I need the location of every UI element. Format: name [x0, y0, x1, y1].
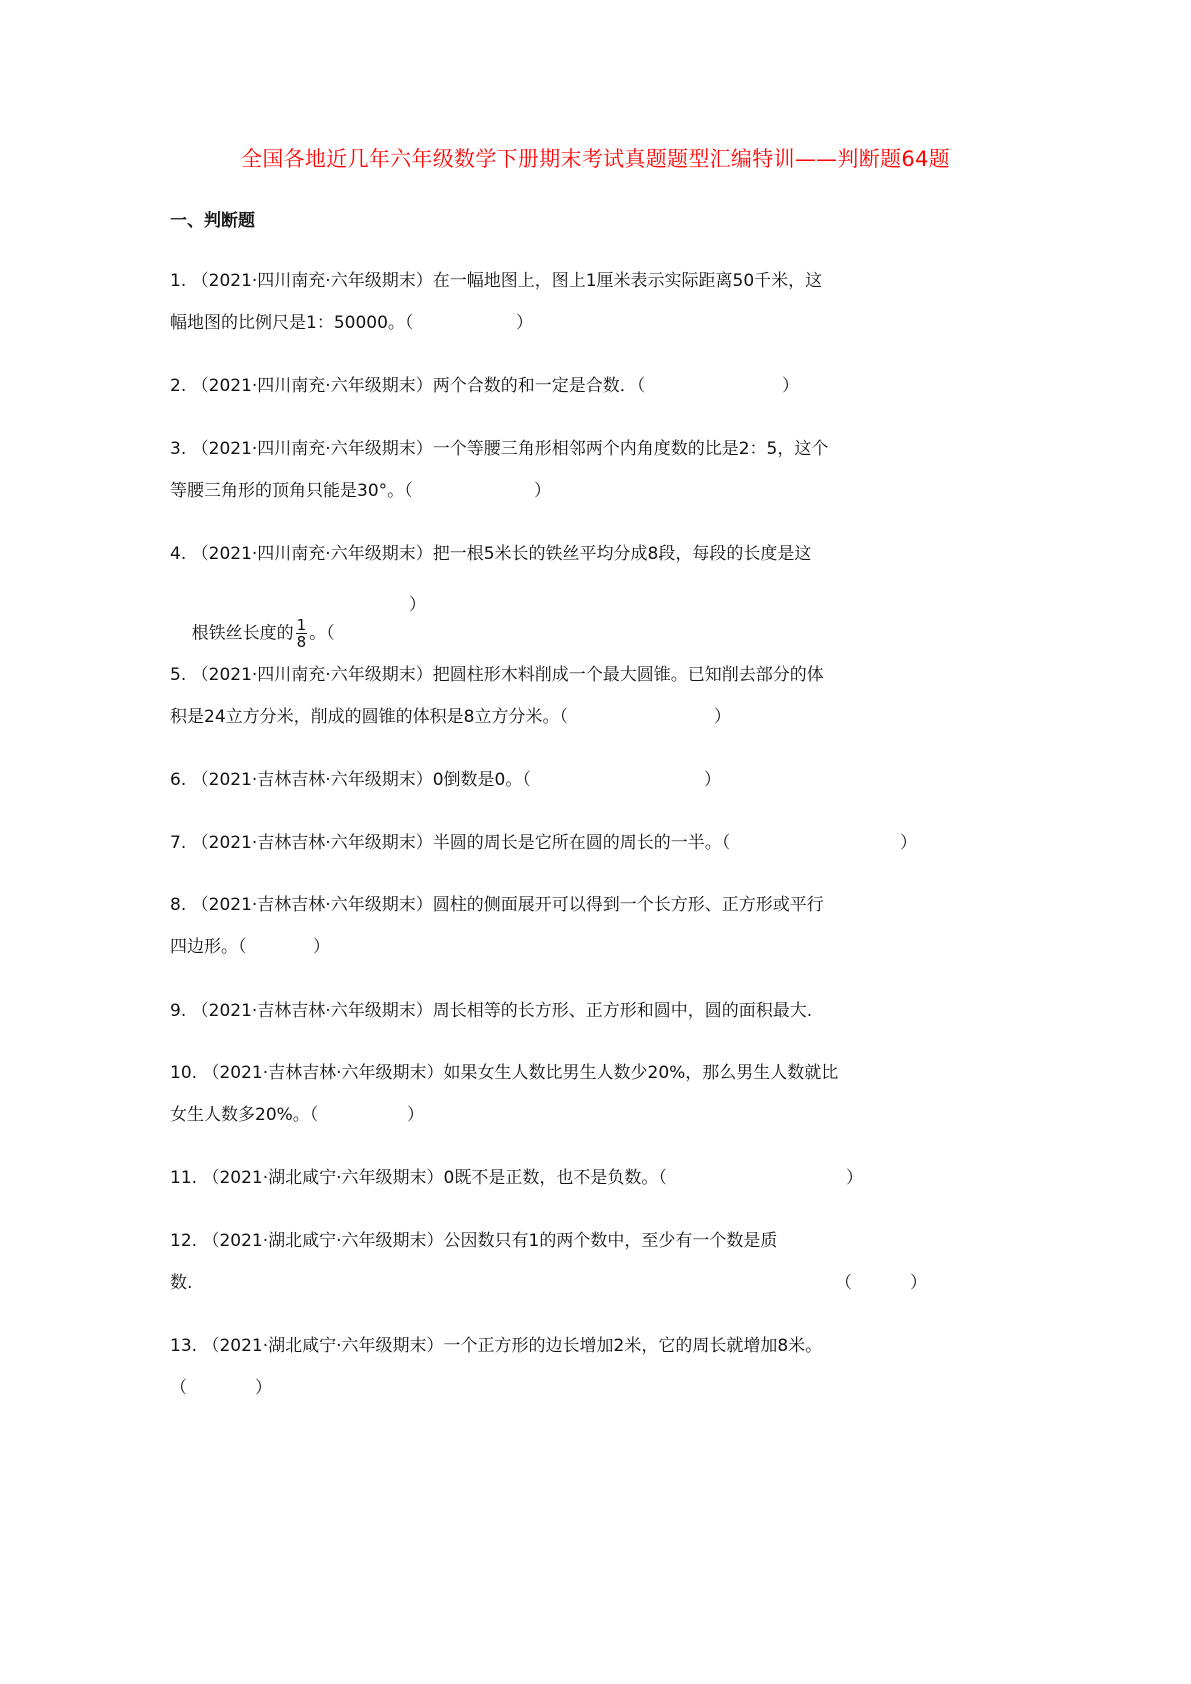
question-9-line-1: 9. （2021·吉林吉林·六年级期末）周长相等的长方形、正方形和圆中，圆的面积最大.: [170, 1001, 813, 1021]
question-11-answer-paren[interactable]: ）: [846, 1168, 863, 1188]
question-4-line-2-text: 根铁丝长度的: [191, 623, 294, 644]
question-2-line-1: 2. （2021·四川南充·六年级期末）两个合数的和一定是合数．（: [170, 376, 646, 396]
question-11-line-1: 11. （2021·湖北咸宁·六年级期末）0既不是正数，也不是负数。（: [170, 1168, 667, 1188]
question-8-answer-paren[interactable]: ）: [313, 937, 330, 957]
question-1-line-2: 幅地图的比例尺是1：50000。（: [170, 313, 414, 333]
question-12-line-1: 12. （2021·湖北咸宁·六年级期末）公因数只有1的两个数中，至少有一个数是质: [170, 1231, 778, 1251]
question-4-line-2: [170, 593, 335, 674]
question-5-line-1: 5. （2021·四川南充·六年级期末）把圆柱形木料削成一个最大圆锥。已知削去部分的体: [170, 665, 824, 685]
question-8-line-1: 8. （2021·吉林吉林·六年级期末）圆柱的侧面展开可以得到一个长方形、正方形或平行: [170, 895, 824, 915]
section-heading: 一、判断题: [170, 211, 255, 231]
question-4-answer-paren[interactable]: ）: [409, 595, 426, 615]
question-10-answer-paren[interactable]: ）: [407, 1105, 424, 1125]
question-3-answer-paren[interactable]: ）: [534, 481, 551, 501]
question-13-line-1: 13. （2021·湖北咸宁·六年级期末）一个正方形的边长增加2米，它的周长就增加8米。: [170, 1336, 823, 1356]
question-13-line-2: （: [170, 1378, 187, 1398]
question-3-line-2: 等腰三角形的顶角只能是30°。（: [170, 481, 413, 501]
question-13-answer-paren[interactable]: ）: [255, 1378, 272, 1398]
question-10-line-2: 女生人数多20%。（: [170, 1105, 319, 1125]
question-1-answer-paren[interactable]: ）: [516, 313, 533, 333]
question-10-line-1: 10. （2021·吉林吉林·六年级期末）如果女生人数比男生人数少20%，那么男生人数就比: [170, 1063, 839, 1083]
question-3-line-1: 3. （2021·四川南充·六年级期末）一个等腰三角形相邻两个内角度数的比是2：5，这个: [170, 439, 829, 459]
question-1-line-1: 1. （2021·四川南充·六年级期末）在一幅地图上，图上1厘米表示实际距离50千米，这: [170, 271, 823, 291]
question-12-line-2: 数.: [170, 1273, 193, 1293]
document-title: 全国各地近几年六年级数学下册期末考试真题题型汇编特训——判断题64题: [241, 147, 950, 171]
question-6-line-1: 6. （2021·吉林吉林·六年级期末）0倒数是0。（: [170, 770, 531, 790]
question-2-answer-paren[interactable]: ）: [782, 376, 799, 396]
question-5-line-2: 积是24立方分米，削成的圆锥的体积是8立方分米。（: [170, 707, 568, 727]
question-6-answer-paren[interactable]: ）: [704, 770, 721, 790]
question-7-answer-paren[interactable]: ）: [900, 833, 917, 853]
question-8-line-2: 四边形。（: [170, 937, 247, 957]
question-12-answer-paren[interactable]: ）: [910, 1273, 927, 1293]
question-4-after-fraction: 。（: [309, 623, 335, 644]
question-4-line-1: 4. （2021·四川南充·六年级期末）把一根5米长的铁丝平均分成8段，每段的长度是这: [170, 544, 812, 564]
question-7-line-1: 7. （2021·吉林吉林·六年级期末）半圆的周长是它所在圆的周长的一半。（: [170, 833, 731, 853]
question-5-answer-paren[interactable]: ）: [714, 707, 731, 727]
question-12-open-paren: （: [835, 1273, 852, 1293]
fraction-one-eighth: $\frac{1}{8}$: [296, 616, 307, 651]
